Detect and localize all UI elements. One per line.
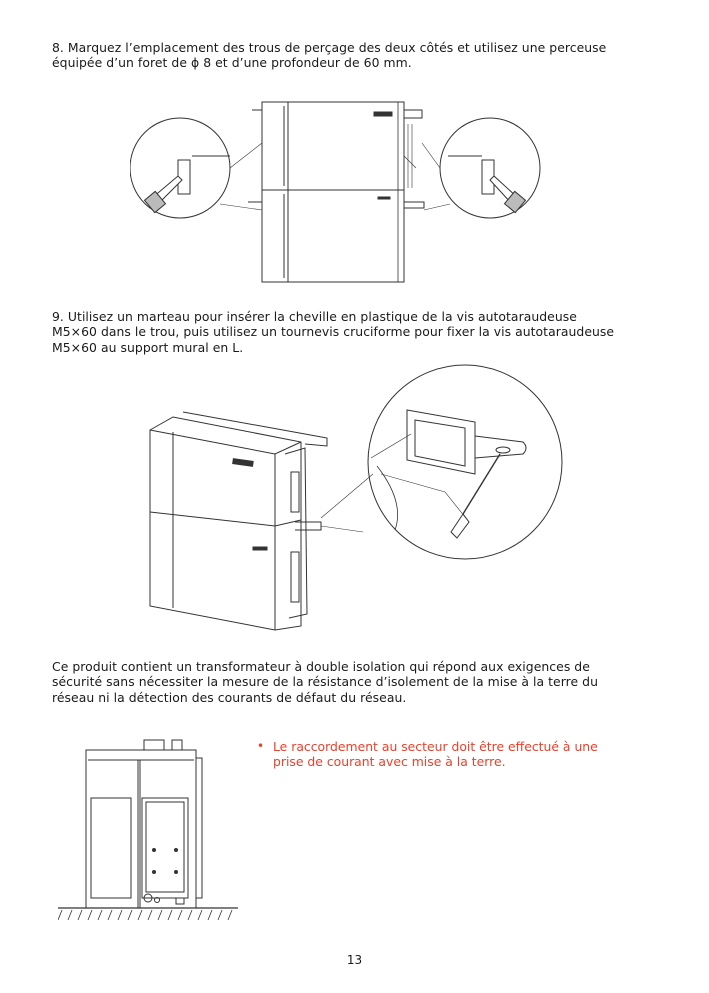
grounded-cabinet-illustration (58, 738, 243, 928)
info-line-2: sécurité sans nécessiter la mesure de la résistance d’isolement de la mise à la terre du (52, 674, 598, 690)
step-9-line-1: 9. Utilisez un marteau pour insérer la cheville en plastique de la vis autotaraudeuse (52, 309, 577, 324)
grounding-warning (257, 739, 667, 770)
warning-line-2: prise de courant avec mise à la terre. (273, 754, 506, 770)
info-line-3: réseau ni la détection des courants de défaut du réseau. (52, 689, 407, 705)
warning-bullet: • (257, 739, 265, 753)
brand-logo (374, 112, 392, 116)
step-9-text (52, 309, 614, 355)
info-line-1: Ce produit contient un transformateur à double isolation qui répond aux exigences de (52, 659, 590, 674)
warning-line-1: Le raccordement au secteur doit être effectué à une (273, 739, 598, 754)
page-number: 13 (346, 953, 363, 967)
step-9-line-3: M5×60 au support mural en L. (52, 339, 244, 355)
step-8-text (52, 40, 606, 71)
drilling-illustration (130, 98, 550, 288)
info-text (52, 659, 598, 705)
step-8-line-1: 8. Marquez l’emplacement des trous de perçage des deux côtés et utilisez une perceuse (52, 40, 607, 55)
step-9-line-2: M5×60 dans le trou, puis utilisez un tournevis cruciforme pour fixer la vis autotaraudeuse (52, 324, 615, 340)
step-8-line-2: équipée d’un foret de ϕ 8 et d’une profondeur de 60 mm. (52, 55, 412, 71)
screwing-illustration (145, 362, 565, 634)
